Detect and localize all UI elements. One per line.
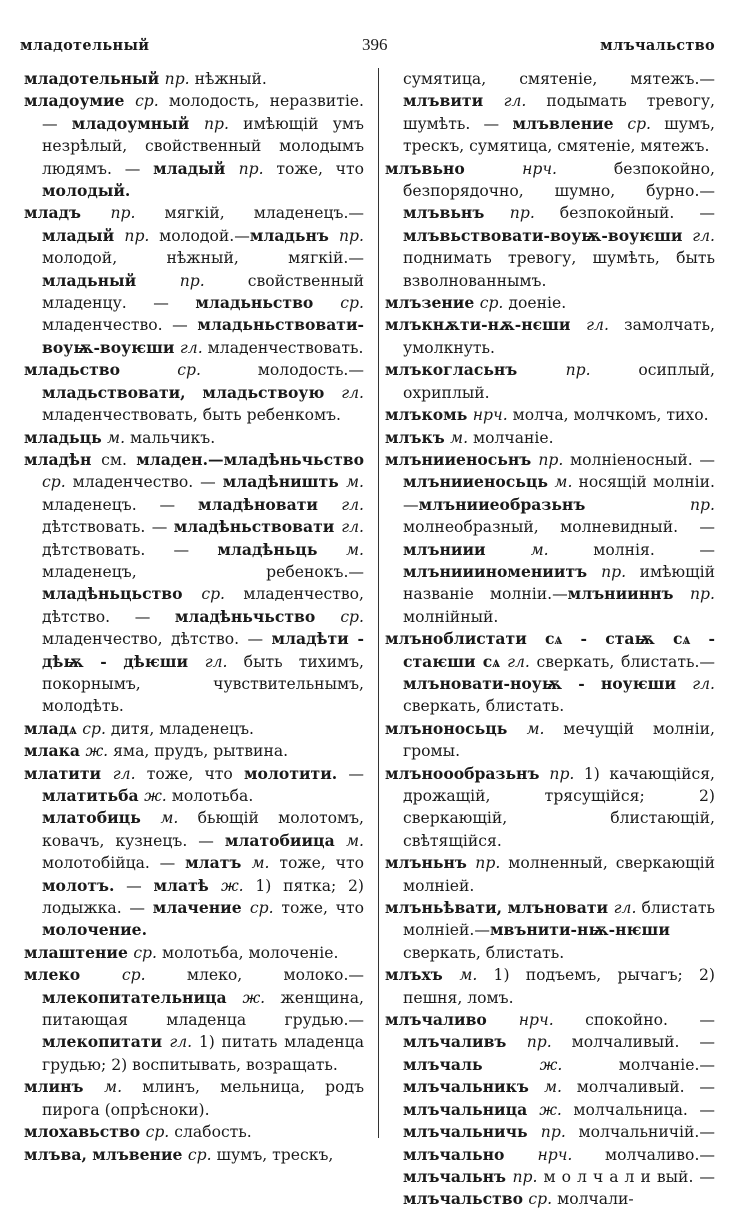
grammar-label: нрч. (522, 159, 557, 178)
definition-text: имѣющій названіе молніи.— (403, 562, 716, 604)
dictionary-entry (24, 1076, 364, 1121)
headword: млъноблистати сѧ - стаѭ сѧ - стаѥши сѧ (385, 629, 715, 671)
definition-text: мальчикъ. (125, 428, 216, 447)
definition-text: молчальничій.— (565, 1123, 715, 1142)
grammar-label: пр. (538, 450, 564, 469)
grammar-label: ж. (220, 876, 244, 895)
grammar-label: м. (251, 854, 270, 873)
headword: младьство (24, 360, 178, 380)
headword: млекопитательница (42, 987, 243, 1007)
definition-text: женщина, питающая младенца грудью.— (42, 988, 364, 1030)
header-left-headword: младотельный (20, 36, 150, 54)
grammar-label: ср. (82, 719, 106, 738)
grammar-label: нрч. (472, 406, 508, 425)
grammar-label: ср. (177, 361, 201, 380)
grammar-label: пр. (601, 562, 627, 581)
definition-text: молодость.— (200, 361, 364, 380)
grammar-label: м. (160, 809, 179, 828)
definition-text: м о л ч а л и вый. — (537, 1167, 716, 1186)
grammar-label: ср. (249, 899, 274, 918)
headword: младъ (24, 203, 111, 223)
headword: млъньѣвати, млъновати (385, 898, 614, 918)
definition-text: младенчествовать. (202, 338, 364, 357)
grammar-label: м. (346, 540, 364, 559)
dictionary-entry (24, 427, 364, 449)
definition-text: доеніе. (503, 294, 567, 313)
grammar-label: гл. (112, 764, 136, 783)
grammar-label: ср. (42, 473, 66, 492)
definition-text: бьющій молотомъ, ковачъ, кузнецъ. — (42, 809, 364, 850)
definition-text: тоже, что (273, 899, 364, 918)
headword: млъчальство (403, 1189, 529, 1209)
definition-text: тоже, что (263, 159, 365, 178)
grammar-label: м. (526, 719, 545, 738)
grammar-label: ср. (187, 1145, 212, 1164)
headword: млаштение (24, 942, 134, 962)
headword: молочение. (42, 920, 148, 940)
definition-text: молчаніе.— (562, 1055, 715, 1074)
headword: младѣновати (197, 494, 342, 514)
grammar-label: ж. (144, 787, 167, 805)
headword: млака (24, 741, 86, 761)
dictionary-entry (385, 427, 715, 449)
headword: млъниииномениитъ (403, 561, 602, 581)
headword: млатити (24, 763, 113, 783)
headword: млъва, млъвение (24, 1144, 188, 1164)
right-column (378, 68, 716, 1209)
grammar-label: ср. (135, 92, 159, 111)
definition-text: тоже, что (135, 764, 244, 783)
definition-text: младенецъ, ребенокъ.— (42, 562, 364, 581)
definition-text: сверкать, блистать. (403, 697, 565, 716)
grammar-label: гл. (692, 226, 715, 245)
grammar-label: м. (530, 540, 549, 559)
definition-text: замолчать, умолкнуть. (403, 316, 715, 357)
definition-text: см. (101, 450, 137, 469)
headword: младѣньчьство (174, 606, 341, 626)
dictionary-entry (385, 449, 715, 628)
definition-text: — (114, 876, 154, 895)
grammar-label: пр. (475, 854, 501, 873)
dictionary-entry (385, 763, 715, 853)
definition-text: молотьба, молоченіе. (157, 943, 339, 962)
dictionary-entry (385, 359, 715, 404)
dictionary-entry (385, 718, 715, 763)
definition-text: млинъ, мельница, родъ пирога (опрѣсноки). (42, 1078, 364, 1119)
definition-text: младенчество, дѣтство. — (42, 630, 272, 649)
definition-text: 1) подъемъ, рычагъ; 2) пешня, ломъ. (403, 966, 715, 1007)
definition-text: свойственный младенцу. — (42, 271, 364, 313)
definition-text: молчальница. — (561, 1100, 715, 1119)
grammar-label: гл. (179, 338, 203, 357)
dictionary-entry (385, 964, 715, 1009)
definition-text: младенчество. — (65, 473, 223, 492)
grammar-label: ж. (242, 988, 266, 1007)
grammar-label: пр. (339, 226, 364, 245)
headword: млъвление (512, 113, 628, 133)
grammar-label: м. (554, 473, 573, 492)
definition-text: шумъ, трескъ, (211, 1145, 334, 1164)
definition-text: безпокойно, безпорядочно, шумно, бурно.— (403, 159, 715, 201)
headword: младый (153, 158, 239, 178)
grammar-label: м. (107, 428, 126, 447)
headword: млъвьнъ (403, 203, 510, 223)
definition-text: младенчество, дѣтство. — (42, 585, 364, 626)
grammar-label: ж. (539, 1055, 563, 1074)
grammar-label: ж. (85, 742, 109, 761)
grammar-label: нрч. (518, 1011, 554, 1030)
definition-text: тоже, что (269, 854, 364, 873)
dictionary-entry (24, 942, 364, 964)
grammar-label: гл. (204, 652, 228, 671)
headword: младѣништь (222, 472, 347, 492)
definition-text: младенчество. — (42, 316, 198, 335)
definition-text: молчаніе. (468, 428, 554, 447)
definition-text: молніеносный. — (563, 450, 715, 469)
headword: млъзение (385, 293, 480, 313)
grammar-label: ср. (133, 943, 158, 962)
headword: младоумный (71, 113, 205, 133)
grammar-label: ср. (627, 114, 652, 133)
headword: млъноносьць (385, 718, 527, 738)
dictionary-entry (385, 314, 715, 359)
grammar-label: пр. (512, 1167, 538, 1186)
grammar-label: м. (346, 831, 364, 850)
grammar-label: гл. (169, 1033, 193, 1052)
headword: младѣньцьство (42, 584, 202, 604)
grammar-label: пр. (124, 226, 150, 245)
grammar-label: пр. (565, 361, 591, 380)
definition-text: молненный, сверкающій молніей. (403, 854, 715, 895)
headword: младьць (24, 427, 108, 447)
headword: младьствовати, младьствоую (42, 382, 342, 402)
grammar-label: м. (450, 428, 469, 447)
headword: молотъ. (42, 875, 115, 895)
dictionary-entry (24, 807, 364, 941)
definition-text: младенецъ. — (42, 495, 198, 514)
definition-text: молнія. — (548, 540, 716, 559)
definition-text: младенчествовать, быть ребенкомъ. (42, 406, 341, 425)
dictionary-entry (24, 718, 364, 740)
headword: младѣньствовати (173, 517, 342, 537)
grammar-label: гл. (341, 383, 364, 402)
grammar-label: м. (544, 1078, 562, 1097)
definition-text: молчаливо.— (572, 1145, 715, 1164)
definition-text: сверкать, блистать. (403, 943, 565, 962)
grammar-label: гл. (341, 518, 364, 537)
headword: млъчаливъ (403, 1032, 527, 1052)
headword: млънииннъ (567, 584, 691, 604)
left-column (24, 68, 365, 1164)
grammar-label: ср. (340, 607, 365, 626)
definition-text: сумятица, смятеніе, мятежъ.— (403, 70, 715, 88)
dictionary-entry (385, 1009, 715, 1211)
grammar-label: пр. (238, 159, 264, 178)
grammar-label: пр. (164, 70, 190, 88)
grammar-label: пр. (179, 271, 205, 290)
headword: млеко (24, 965, 122, 985)
definition-text: осиплый, охриплый. (403, 361, 715, 402)
headword: млъчальничь (403, 1122, 541, 1142)
definition-text: имѣющій умъ незрѣлый, свойственный молодымъ людямъ. — (42, 114, 364, 178)
definition-text: молотобійца. — (42, 854, 186, 873)
grammar-label: пр. (690, 495, 715, 514)
definition-text: молодой.— (149, 226, 250, 245)
headword: младен.—младѣньчьство (136, 449, 364, 469)
headword: младьньствовати-воуѭ-воуѥши (42, 315, 364, 357)
dictionary-entry (24, 763, 364, 808)
grammar-label: гл. (507, 652, 530, 671)
headword: молотити. (243, 763, 338, 783)
grammar-label: ср. (340, 294, 364, 313)
definition-text: носящій молніи. — (403, 473, 715, 514)
headword: млъчаль (403, 1054, 540, 1074)
dictionary-entry (24, 1144, 364, 1166)
headword: младотельный (24, 69, 165, 88)
grammar-label: пр. (526, 1033, 552, 1052)
headword: млъкомь (385, 405, 473, 425)
grammar-label: ср. (479, 294, 504, 313)
headword: млинъ (24, 1077, 105, 1097)
headword: младоумие (24, 91, 136, 111)
headword: млатитьба (42, 786, 145, 805)
headword: млъчальникъ (403, 1077, 545, 1097)
headword: младѣн (24, 449, 102, 469)
grammar-label: м. (104, 1078, 123, 1097)
grammar-label: ж. (539, 1100, 562, 1119)
dictionary-entry (24, 68, 364, 90)
grammar-label: пр. (540, 1123, 566, 1142)
definition-text: блистать молніей.— (403, 899, 716, 940)
definition-text: дѣтствовать. — (42, 518, 174, 537)
dictionary-entry (385, 897, 715, 964)
grammar-label: гл. (586, 316, 609, 335)
headword: млохавьство (24, 1122, 146, 1142)
headword: млънииеносьць (403, 472, 555, 492)
definition-text: 1) пятка; 2) лодыжка. — (42, 876, 364, 918)
grammar-label: пр. (690, 585, 715, 604)
dictionary-entry (24, 1121, 364, 1143)
headword: млатѣ (153, 875, 221, 895)
headword: младьнъ (249, 225, 340, 245)
definition-text: быть тихимъ, покорнымъ, чувствительнымъ, молодѣть. (42, 652, 364, 716)
dictionary-entry (385, 404, 715, 426)
headword: млънииеносьнъ (385, 449, 539, 469)
headword: млъвити (403, 91, 504, 111)
grammar-label: пр. (204, 114, 229, 133)
headword: млекопитати (42, 1032, 170, 1052)
definition-text: яма, прудъ, рытвина. (108, 742, 289, 761)
dictionary-entry (385, 292, 715, 314)
definition-text: поднимать тревогу, шумѣть, быть взволнованнымъ. (403, 249, 715, 290)
grammar-label: нрч. (537, 1145, 573, 1164)
definition-text: молнеобразный, молневидный. — (403, 518, 715, 537)
dictionary-entry (24, 964, 364, 1076)
grammar-label: ср. (528, 1190, 553, 1209)
grammar-label: гл. (692, 674, 715, 693)
headword: млатобиица (224, 830, 347, 850)
grammar-label: пр. (549, 764, 575, 783)
headword: млатъ (185, 853, 252, 873)
definition-text: молча, молчкомъ, тихо. (507, 406, 709, 425)
definition-text: млеко, молоко.— (145, 966, 364, 985)
definition-text: сверкать, блистать.— (529, 652, 715, 671)
definition-text: молотьба. (166, 787, 254, 805)
definition-text: — (337, 764, 364, 783)
dictionary-entry (385, 628, 715, 718)
headword: младый (42, 225, 125, 245)
definition-text: дитя, младенецъ. (105, 719, 254, 738)
headword: млъвьно (385, 158, 523, 178)
definition-text: мечущій молніи, громы. (403, 719, 715, 761)
headword: млъноообразьнъ (385, 763, 550, 783)
grammar-label: пр. (110, 204, 136, 223)
headword: молодый. (42, 181, 131, 201)
definition-text: молодой, нѣжный, мягкій.— (42, 249, 364, 268)
running-header (20, 32, 715, 58)
dictionary-entry (24, 449, 364, 718)
headword: млъновати-ноуѭ - ноуѥши (403, 673, 693, 693)
headword: млъкъ (385, 427, 451, 447)
definition-text: подымать тревогу, шумѣть. — (403, 92, 715, 133)
dictionary-entry (385, 68, 715, 158)
dictionary-entry (24, 202, 364, 359)
definition-text: молнійный. (403, 607, 499, 626)
dictionary-entry (24, 740, 364, 762)
definition-text: молчали- (552, 1190, 634, 1209)
definition-text: мягкій, младенецъ.— (135, 204, 364, 223)
headword: млъкогласьнъ (385, 360, 566, 380)
headword: млънииеобразьнъ (418, 494, 691, 514)
grammar-label: гл. (341, 495, 364, 514)
headword: млъвьствовати-воуѭ-воуѥши (403, 225, 693, 245)
grammar-label: гл. (613, 899, 637, 918)
headword: млъчально (403, 1144, 538, 1164)
definition-text: безпокойный. — (534, 204, 715, 223)
grammar-label: м. (459, 966, 478, 985)
dictionary-entry (24, 359, 364, 426)
headword: младѣти - дѣѭ - дѣѥши (42, 629, 364, 671)
headword: младѧ (24, 718, 83, 738)
headword: млъниии (403, 539, 531, 559)
dictionary-entry (24, 90, 364, 202)
grammar-label: пр. (509, 204, 535, 223)
grammar-label: гл. (503, 92, 527, 111)
headword: млъчальнъ (403, 1166, 513, 1186)
grammar-label: ср. (121, 966, 146, 985)
headword: млъчаливо (385, 1010, 519, 1030)
headword: млъньнъ (385, 853, 476, 873)
grammar-label: ср. (145, 1123, 170, 1142)
headword: млъхъ (385, 965, 460, 985)
headword: мвънити-нѭ-нѥши (489, 920, 670, 940)
headword: млачение (152, 898, 250, 918)
definition-text: спокойно. — (553, 1011, 715, 1030)
header-right-headword: млъчальство (600, 36, 715, 54)
dictionary-entry (385, 158, 715, 292)
page-number: 396 (361, 35, 388, 54)
definition-text: 1) питать младенца грудью; 2) воспитывать, возращать. (42, 1033, 364, 1074)
grammar-label: ср. (201, 585, 226, 604)
headword: младьньство (195, 293, 341, 313)
grammar-label: м. (346, 473, 364, 492)
definition-text: молодость, неразвитіе. — (42, 92, 364, 133)
definition-text: 1) качающійся, дрожащій, трясущійся; 2) сверкающій, блистающій, свѣтящійся. (403, 764, 715, 850)
dictionary-entry (385, 852, 715, 897)
headword: младѣньць (217, 539, 347, 559)
headword: млатобиць (42, 808, 161, 828)
definition-text: нѣжный. (189, 70, 267, 88)
headword: млъчальница (403, 1099, 540, 1119)
definition-text: молчаливый. — (561, 1078, 715, 1097)
definition-text: дѣтствовать. — (42, 540, 218, 559)
definition-text: слабость. (169, 1123, 252, 1142)
definition-text: молчаливый. — (551, 1033, 715, 1052)
headword: млъкнѫти-нѫ-нєши (385, 315, 587, 335)
definition-text: шумъ, трескъ, сумятица, смятеніе, мятежъ. (403, 114, 715, 156)
headword: младьный (42, 270, 180, 290)
